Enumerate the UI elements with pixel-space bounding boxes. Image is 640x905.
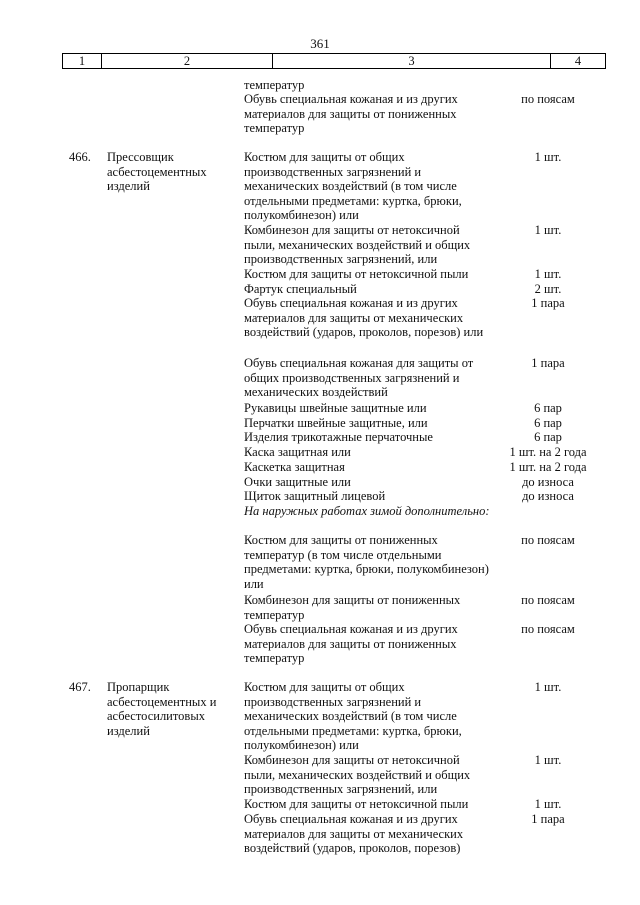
item-qty: 1 пара	[531, 296, 565, 310]
item-text: Костюм для защиты от пониженных температур (в том числе отдельными предметами: куртка, брюки, полукомбинезон) или	[244, 533, 489, 591]
item-text: Каскетка защитная	[244, 460, 345, 474]
entry-number: 467.	[69, 680, 91, 694]
item-qty: 6 пар	[534, 430, 562, 444]
item-text: Костюм для защиты от нетоксичной пыли	[244, 267, 469, 281]
item-text: Комбинезон для защиты от пониженных температур	[244, 593, 461, 622]
item-text: Очки защитные или	[244, 475, 351, 489]
item-qty: 1 шт.	[534, 223, 562, 237]
header-col-4: 4	[574, 54, 582, 68]
item-qty: 1 шт.	[534, 680, 562, 694]
item-qty: 1 шт.	[534, 753, 562, 767]
header-col-3: 3	[408, 54, 415, 68]
item-text: Обувь специальная кожаная и из других материалов для защиты от пониженных температур	[244, 92, 458, 135]
item-text: Каска защитная или	[244, 445, 351, 459]
item-text: Комбинезон для защиты от нетоксичной пыли, механических воздействий и общих производственных загрязнений, или	[244, 223, 471, 266]
item-qty: 2 шт.	[534, 282, 562, 296]
entry-profession: Прессовщик асбестоцементных изделий	[107, 150, 207, 193]
item-text: Обувь специальная кожаная и из других материалов для защиты от пониженных температур	[244, 622, 458, 665]
page-number: 361	[310, 36, 330, 51]
item-text: Щиток защитный лицевой	[244, 489, 386, 503]
section-note: На наружных работах зимой дополнительно:	[244, 504, 490, 518]
item-qty: 1 шт. на 2 года	[509, 460, 587, 474]
header-col-2: 2	[183, 54, 191, 68]
item-qty: 1 шт.	[534, 797, 562, 811]
item-text: Перчатки швейные защитные, или	[244, 416, 428, 430]
item-qty: 1 шт.	[534, 267, 562, 281]
item-qty: по поясам	[521, 622, 575, 636]
item-text: Комбинезон для защиты от нетоксичной пыли, механических воздействий и общих производственных загрязнений, или	[244, 753, 471, 796]
item-qty: до износа	[522, 489, 574, 503]
item-qty: 6 пар	[534, 401, 562, 415]
item-text: Костюм для защиты от общих производственных загрязнений и механических воздействий (в том числе отдельными предметами: куртка, брюки, полукомбинезон) или	[244, 680, 462, 752]
item-text: Обувь специальная кожаная для защиты от общих производственных загрязнений и механических воздействий	[244, 356, 474, 399]
item-qty: 1 шт. на 2 года	[509, 445, 587, 459]
item-text: Костюм для защиты от нетоксичной пыли	[244, 797, 469, 811]
table-header	[62, 53, 606, 69]
item-qty: по поясам	[521, 593, 575, 607]
item-qty: до износа	[522, 475, 574, 489]
item-qty: 1 пара	[531, 812, 565, 826]
item-qty: 1 шт.	[534, 150, 562, 164]
item-text: Рукавицы швейные защитные или	[244, 401, 427, 415]
item-qty: по поясам	[521, 92, 575, 106]
entry-number: 466.	[69, 150, 91, 164]
item-qty: по поясам	[521, 533, 575, 547]
item-text: Обувь специальная кожаная и из других материалов для защиты от механических воздействий (ударов, проколов, порезов) или	[244, 296, 484, 339]
item-text: Костюм для защиты от общих производственных загрязнений и механических воздействий (в том числе отдельными предметами: куртка, брюки, полукомбинезон) или	[244, 150, 462, 222]
item-text: Обувь специальная кожаная и из других материалов для защиты от механических воздействий (ударов, проколов, порезов)	[244, 812, 464, 855]
item-text: Изделия трикотажные перчаточные	[244, 430, 433, 444]
header-col-1: 1	[78, 54, 86, 68]
item-text: Фартук специальный	[244, 282, 357, 296]
item-text: температур	[244, 78, 305, 92]
item-qty: 1 пара	[531, 356, 565, 370]
entry-profession: Пропарщик асбестоцементных и асбестосилитовых изделий	[107, 680, 217, 738]
item-qty: 6 пар	[534, 416, 562, 430]
